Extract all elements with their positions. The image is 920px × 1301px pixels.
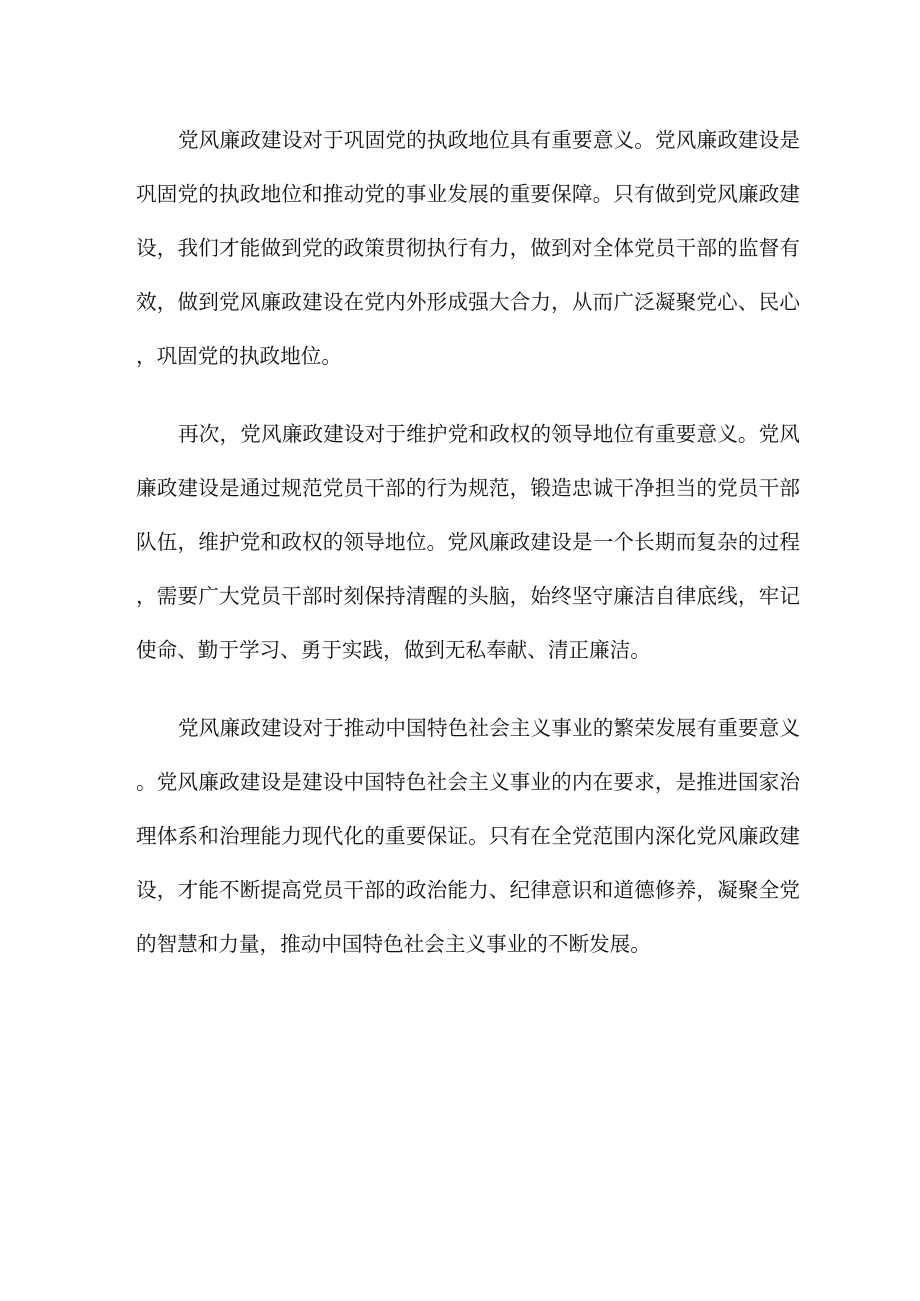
document-body: [136, 113, 800, 995]
paragraph-1: 党风廉政建设对于巩固党的执政地位具有重要意义。党风廉政建设是巩固党的执政地位和推动党的事业发展的重要保障。只有做到党风廉政建设，我们才能做到党的政策贯彻执行有力，做到对全体党员干部的监督有效，做到党风廉政建设在党内外形成强大合力，从而广泛凝聚党心、民心，巩固党的执政地位。: [136, 128, 800, 368]
paragraph-3: 党风廉政建设对于推动中国特色社会主义事业的繁荣发展有重要意义。党风廉政建设是建设中国特色社会主义事业的内在要求，是推进国家治理体系和治理能力现代化的重要保证。只有在全党范围内深化党风廉政建设，才能不断提高党员干部的政治能力、纪律意识和道德修养，凝聚全党的智慧和力量，推动中国特色社会主义事业的不断发展。: [136, 716, 800, 956]
paragraph-2: 再次，党风廉政建设对于维护党和政权的领导地位有重要意义。党风廉政建设是通过规范党员干部的行为规范，锻造忠诚干净担当的党员干部队伍，维护党和政权的领导地位。党风廉政建设是一个长期而复杂的过程，需要广大党员干部时刻保持清醒的头脑，始终坚守廉洁自律底线，牢记使命、勤于学习、勇于实践，做到无私奉献、清正廉洁。: [136, 422, 800, 662]
